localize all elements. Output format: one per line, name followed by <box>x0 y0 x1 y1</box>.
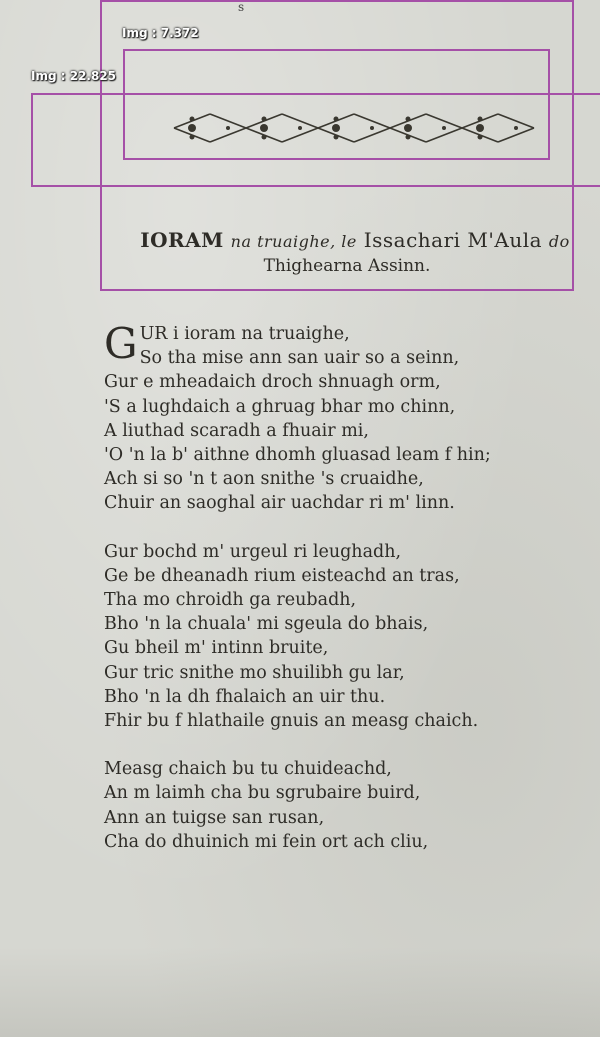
poem-line: Bho 'n la dh fhalaich an uir thu. <box>104 686 386 707</box>
drop-cap: G <box>104 319 138 368</box>
stanza <box>104 540 574 734</box>
poem-line: A liuthad scaradh a fhuair mi, <box>104 420 369 441</box>
poem-line: An m laimh cha bu sgrubaire buird, <box>104 783 421 804</box>
poem-line: 'S a lughdaich a ghruag bhar mo chinn, <box>104 396 456 417</box>
poem-line: Ann an tuigse san rusan, <box>104 807 325 828</box>
stanza <box>104 319 574 516</box>
page-shadow <box>0 947 600 1037</box>
poem-line: Cha do dhuinich mi fein ort ach cliu, <box>104 831 429 852</box>
poem-line: Fhir bu f hlathaile gnuis an measg chaich. <box>104 711 479 732</box>
title-italic-end: do <box>548 232 570 251</box>
poem-line: Ge be dheanadh rium eisteachd an tras, <box>104 565 460 586</box>
poem-line: So tha mise ann san uair so a seinn, <box>139 348 460 369</box>
title-author: Issachari M'Aula <box>363 228 543 252</box>
poem-line: Gur e mheadaich droch shnuagh orm, <box>104 372 441 393</box>
poem-line: 'O 'n la b' aithne dhomh gluasad leam f hin; <box>104 445 491 466</box>
title-line-2: Thighearna Assinn. <box>263 256 431 276</box>
poem-body <box>104 319 574 878</box>
detection-box-wide <box>31 93 600 187</box>
poem-line: Measg chaich bu tu chuideachd, <box>104 759 392 780</box>
poem-line: Gur bochd m' urgeul ri leughadh, <box>104 541 402 562</box>
poem-line: Tha mo chroidh ga reubadh, <box>104 590 357 611</box>
poem-line: Ach si so 'n t aon snithe 's cruaidhe, <box>104 469 424 490</box>
title-italic: na truaighe, le <box>230 232 357 251</box>
poem-line: Gur tric snithe mo shuilibh gu lar, <box>104 662 405 683</box>
stanza <box>104 757 574 854</box>
poem-line: Bho 'n la chuala' mi sgeula do bhais, <box>104 614 429 635</box>
poem-line: UR i ioram na truaighe, <box>139 324 350 344</box>
poem-line: Gu bheil m' intinn bruite, <box>104 638 329 659</box>
detection-label-2: Img : 22.825 <box>31 69 117 83</box>
title-caps: IORAM <box>140 228 224 252</box>
poem-line: Chuir an saoghal air uachdar ri m' linn. <box>104 493 455 514</box>
detection-label-1: Img : 7.372 <box>122 26 199 40</box>
header-mark: s <box>238 0 245 14</box>
